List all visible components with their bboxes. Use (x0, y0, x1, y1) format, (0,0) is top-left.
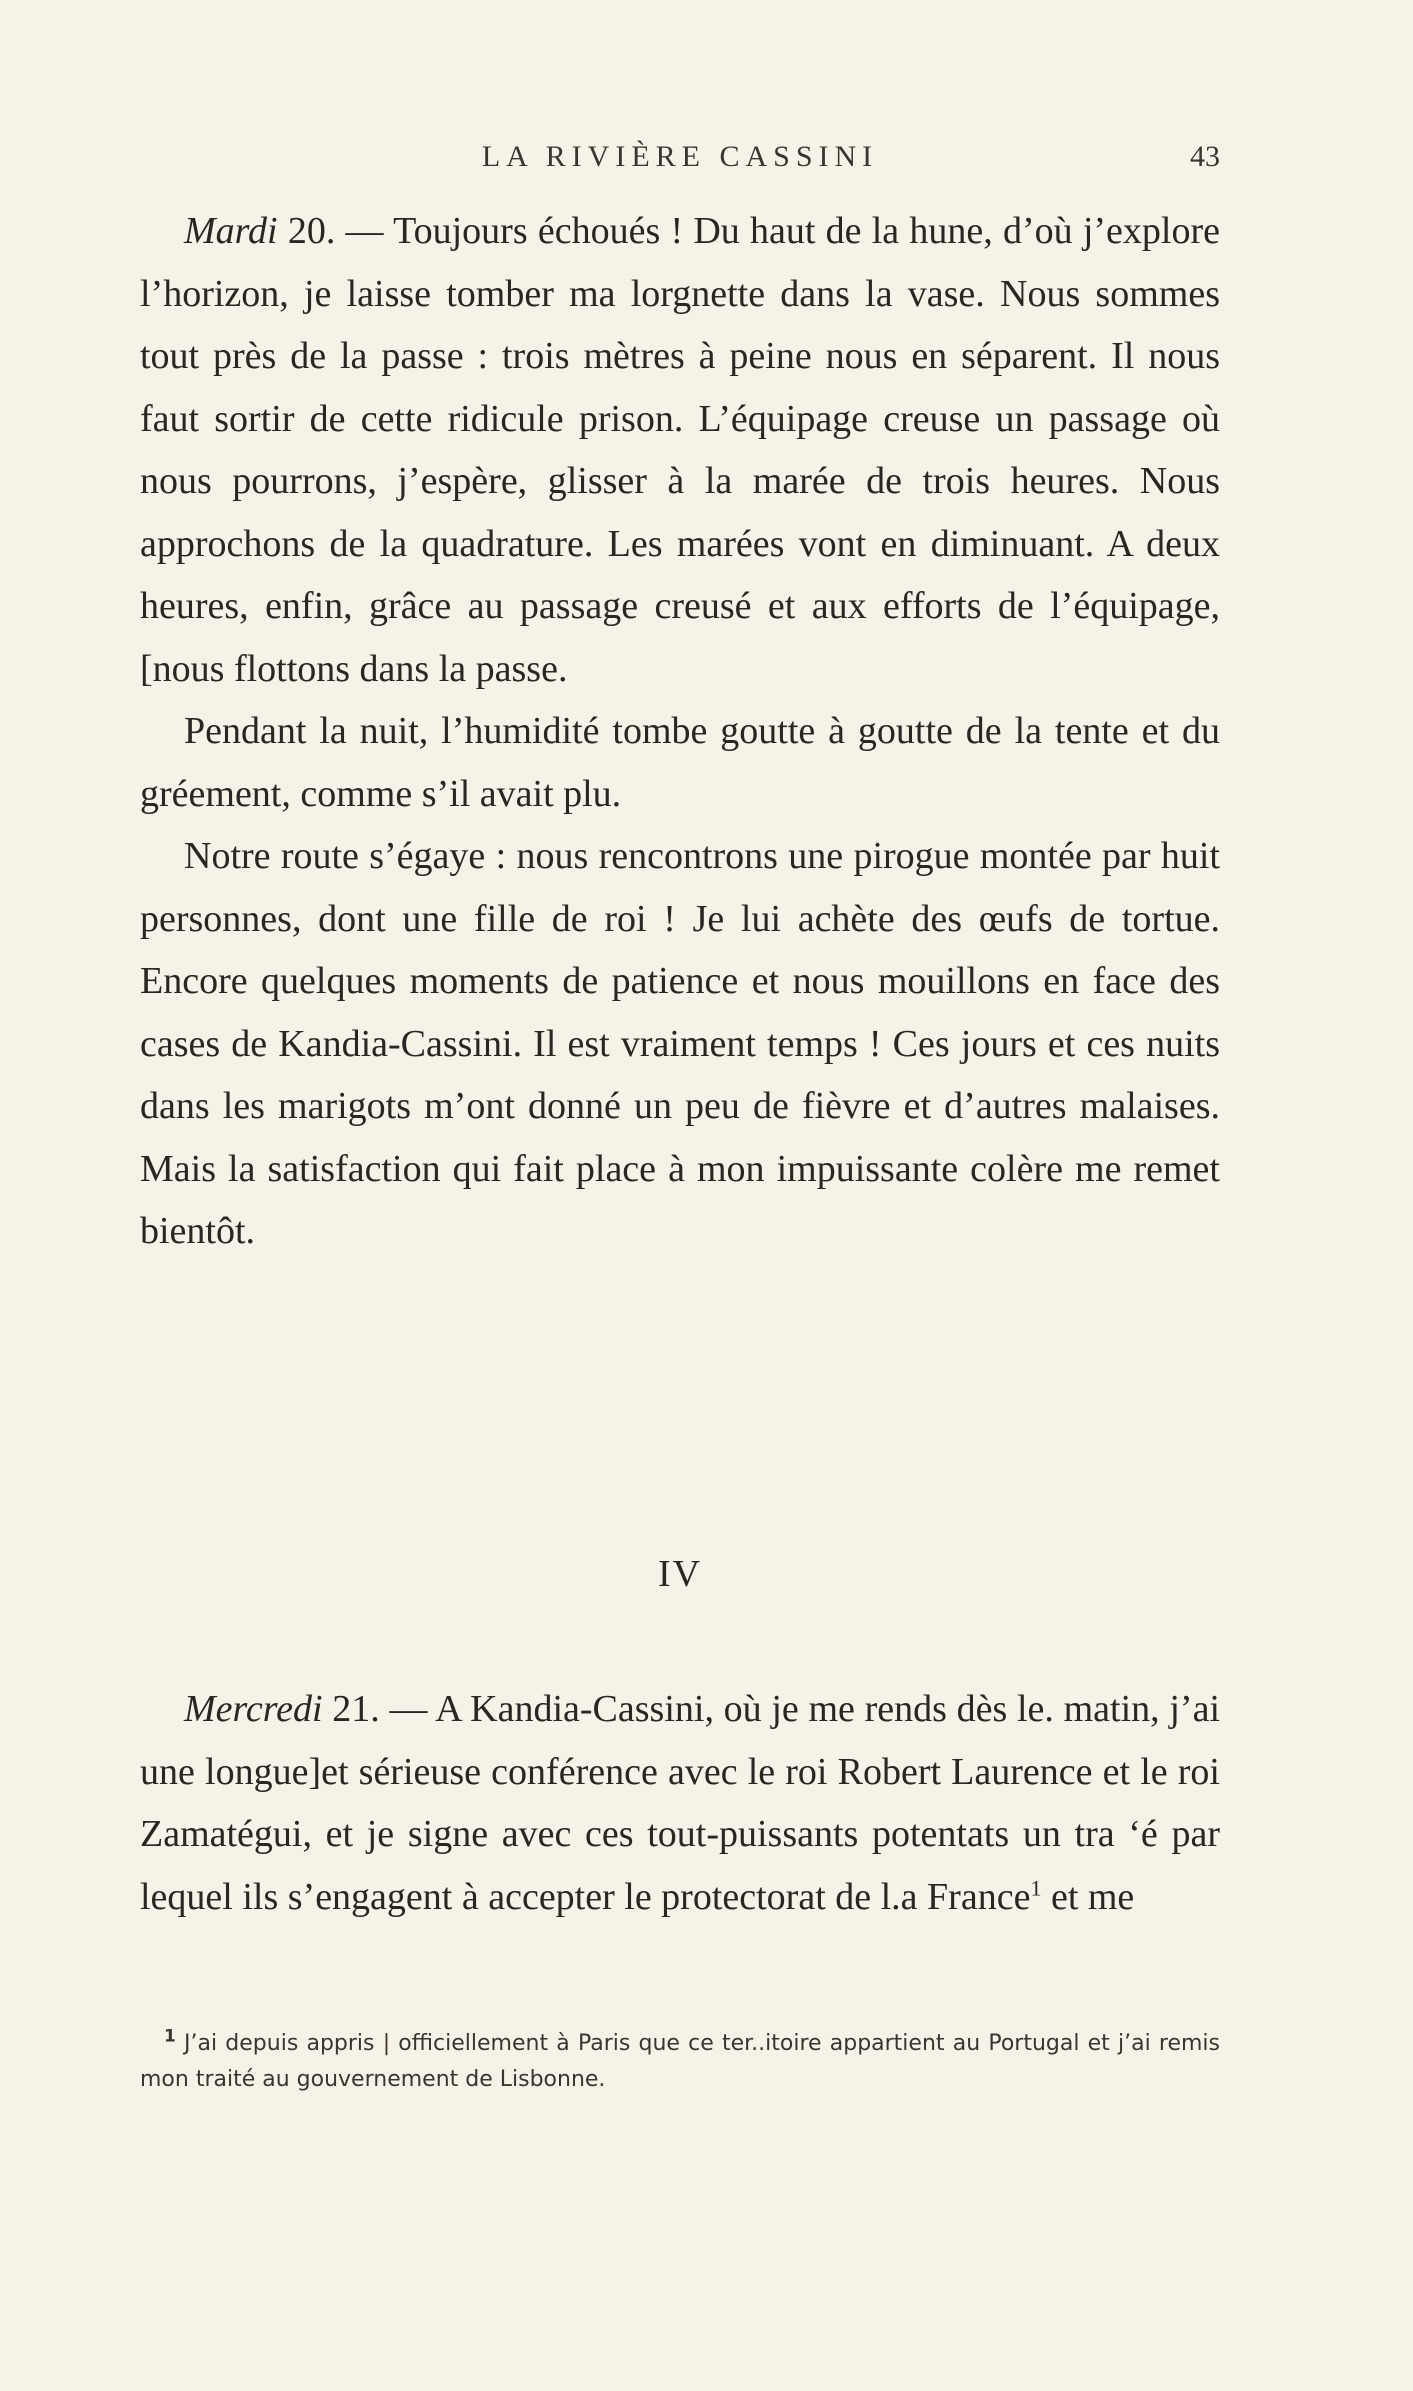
paragraph-text: 20. — Toujours échoués ! Du haut de la hune, d’où j’explore l’horizon, je laisse tomber ma lorgnette dans la vase. Nous sommes tout près de la passe : trois mètres à peine nous en séparent. Il nous faut sortir de cette ridicule prison. L’équipage creuse un passage où nous pourrons, j’espère, glisser à la marée de trois heures. Nous approchons de la quadrature. Les marées vont en diminuant. A deux heures, enfin, grâce au passage creusé et aux efforts de l’équipage, [nous flottons dans la passe. (140, 210, 1220, 690)
paragraph-mercredi (140, 1678, 1220, 1928)
footnote-text: J’ai depuis appris | officiellement à Paris que ce ter..itoire appartient au Portugal et j’ai remis mon traité au gouvernement de Lisbonne. (140, 2031, 1220, 2092)
entry-date-label: Mercredi (184, 1688, 323, 1730)
footnote (140, 2026, 1220, 2098)
running-head (140, 136, 1220, 180)
section-body (140, 1678, 1220, 1928)
paragraph-nuit: Pendant la nuit, l’humidité tombe goutte à goutte de la tente et du gréement, comme s’il avait plu. (140, 710, 1220, 815)
paragraph-text: 21. — A Kandia-Cassini, où je me rends dès le. matin, j’ai une longue]et sérieuse conférence avec le roi Robert Laurence et le roi Zamatégui, et je signe avec ces tout-puissants potentats un tra ‘é par lequel ils s’engagent à accepter le protectorat de l.a France (140, 1688, 1220, 1918)
paragraph-mardi (140, 200, 1220, 700)
footnote-reference: 1 (1030, 1874, 1042, 1900)
entry-date-label: Mardi (184, 210, 278, 252)
page-number: 43 (1190, 140, 1220, 173)
section-heading: IV (657, 1553, 703, 1595)
running-title: LA RIVIÈRE CASSINI (481, 140, 879, 173)
paragraph-text-end: et me (1041, 1875, 1135, 1918)
footnote-marker: 1 (164, 2026, 176, 2047)
body-text (140, 200, 1220, 1263)
paragraph-route: Notre route s’égaye : nous rencontrons une pirogue montée par huit personnes, dont une fille de roi ! Je lui achète des œufs de tortue. Encore quelques moments de patience et nous mouillons en face des cases de Kandia-Cassini. Il est vraiment temps ! Ces jours et ces nuits dans les marigots m’ont donné un peu de fièvre et d’autres malaises. Mais la satisfaction qui fait place à mon impuissante colère me remet bientôt. (140, 835, 1220, 1252)
